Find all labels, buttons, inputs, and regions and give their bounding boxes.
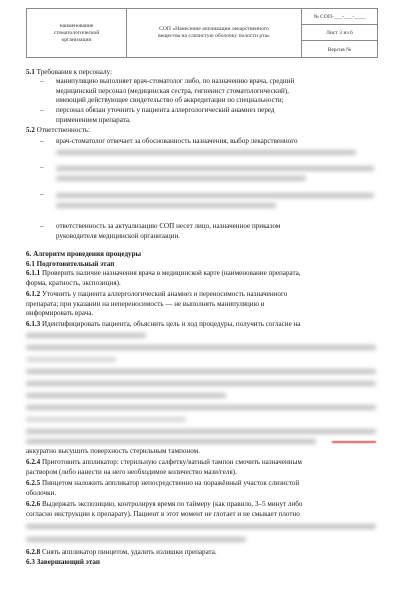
- bullet-text: руководителя медицинской организации.: [56, 231, 181, 240]
- blurred-text: [26, 369, 376, 374]
- bullet-dash: –: [40, 222, 44, 230]
- paragraph-text: Проверить наличие назначения врача в медицинской карте (наименование препарата,: [41, 269, 301, 277]
- paragraph-6-1-3: [26, 320, 300, 330]
- section-title: Требования к персоналу:: [36, 68, 112, 76]
- paragraph-number: 6.1.3: [26, 320, 41, 328]
- paragraph-6-1-1: [26, 269, 301, 279]
- blurred-text: [26, 429, 376, 434]
- org-name-cell: [27, 9, 127, 57]
- paragraph-text: препарата; при указании на непереносимость — не выполнять манипуляцию и: [26, 299, 265, 308]
- bullet-text: применением препарата.: [56, 115, 131, 124]
- org-name-line: организации: [61, 36, 92, 43]
- blurred-text: [26, 393, 226, 398]
- bullet-dash: –: [40, 163, 44, 171]
- blurred-text: [26, 333, 146, 338]
- blurred-text: [26, 345, 376, 350]
- paragraph-text: Пинцетом наложить аппликатор непосредственно на поражённый участок слизистой: [41, 479, 300, 487]
- blurred-text: [26, 417, 186, 422]
- blurred-text: [56, 176, 306, 181]
- bullet-text: медицинский персонал (медицинская сестра, гигиенист стоматологический),: [56, 86, 289, 95]
- paragraph-number: 6.2.6: [26, 500, 41, 508]
- sop-title-line: вещества на слизистую оболочку полости рта»: [158, 33, 270, 39]
- paragraph-number: 6.2.5: [26, 479, 41, 487]
- paragraph-6-2-4: [26, 458, 302, 468]
- org-name-line: стоматологической: [53, 29, 100, 36]
- paragraph-6-2-8: [26, 548, 217, 558]
- blurred-text: [26, 524, 376, 529]
- sheet-number: Лист 3 из 6: [302, 25, 377, 41]
- section-number: 5.1: [26, 68, 35, 76]
- paragraph-text: аккуратно высушить поверхность стерильным тампоном.: [26, 447, 200, 455]
- bullet-dash: –: [40, 190, 44, 198]
- paragraph-number: 6.2.8: [26, 548, 41, 556]
- paragraph-text: Снять аппликатор пинцетом, удалить излишки препарата.: [41, 548, 217, 556]
- bullet-dash: –: [40, 106, 44, 114]
- paragraph-6-1-2: [26, 290, 287, 300]
- paragraph-number: 6.1.2: [26, 290, 41, 298]
- paragraph-text: Уточнить у пациента аллергологический анамнез и переносимость назначенного: [41, 290, 288, 298]
- paragraph-text: оболочки.: [26, 488, 57, 497]
- bullet-text: ответственность за актуализацию СОП несет лицо, назначенное приказом: [56, 222, 281, 230]
- red-correction-mark: [332, 441, 376, 443]
- paragraph-number: 6.2.4: [26, 458, 41, 466]
- bullet-dash: –: [40, 77, 44, 85]
- blurred-text: [56, 150, 356, 155]
- doc-meta-cell: [302, 9, 377, 57]
- blurred-text: [26, 381, 376, 386]
- blurred-text: [56, 193, 374, 198]
- sop-title-cell: [127, 9, 302, 57]
- paragraph-6-2-6: [26, 500, 302, 510]
- section-6-3-heading: 6.3 Завершающий этап: [26, 558, 100, 566]
- paragraph-text: Выдержать экспозицию, контролируя время по таймеру (как правило, 3–5 минут либо: [41, 500, 303, 508]
- paragraph-text: форма, кратность, экспозиция).: [26, 278, 121, 287]
- paragraph-text: раствором (либо нанести на него необходимое количество мази/геля).: [26, 467, 237, 476]
- bullet-text: персонал обязан уточнить у пациента аллергологический анамнез перед: [56, 106, 275, 114]
- org-name-line: наименование: [59, 22, 94, 29]
- paragraph-text: Идентифицировать пациента, объяснить цель и ход процедуры, получить согласие на: [41, 320, 301, 328]
- paragraph-6-2-5: [26, 479, 299, 489]
- blurred-text: [26, 537, 246, 542]
- version-number: Версия №: [327, 46, 352, 53]
- section-number: 5.2: [26, 126, 35, 134]
- section-6-1-heading: 6.1 Подготовительный этап: [26, 259, 115, 268]
- blurred-text: [56, 166, 374, 171]
- blurred-text: [56, 203, 276, 208]
- section-title: Ответственность:: [36, 126, 90, 134]
- document-header-table: [26, 8, 378, 58]
- paragraph-text: Приготовить аппликатор: стерильную салфетку/ватный тампон смочить назначенным: [41, 458, 302, 466]
- section-6-heading: 6. Алгоритм проведения процедуры: [26, 250, 142, 258]
- bullet-text: имеющий действующее свидетельство об аккредитации по специальности;: [56, 96, 284, 104]
- bullet-text: манипуляцию выполняет врач-стоматолог либо, по назначению врача, средний: [56, 77, 295, 85]
- section-5-2-heading: [26, 126, 90, 136]
- paragraph-number: 6.1.1: [26, 269, 41, 277]
- doc-number: № СОП-___-___-____: [302, 9, 377, 25]
- blurred-text: [26, 405, 376, 410]
- blurred-text: [26, 357, 116, 362]
- blurred-text: [26, 439, 316, 444]
- sop-title-line: СОП «Нанесение аппликации лекарственного: [159, 26, 269, 32]
- paragraph-text: согласно инструкции к препарату). Пациент в этот момент не глотает и не смыкает плотно: [26, 509, 300, 518]
- paragraph-text: информировать врача.: [26, 309, 94, 317]
- bullet-text: врач-стоматолог отвечает за обоснованность назначения, выбор лекарственного: [56, 137, 298, 145]
- bullet-dash: –: [40, 137, 44, 145]
